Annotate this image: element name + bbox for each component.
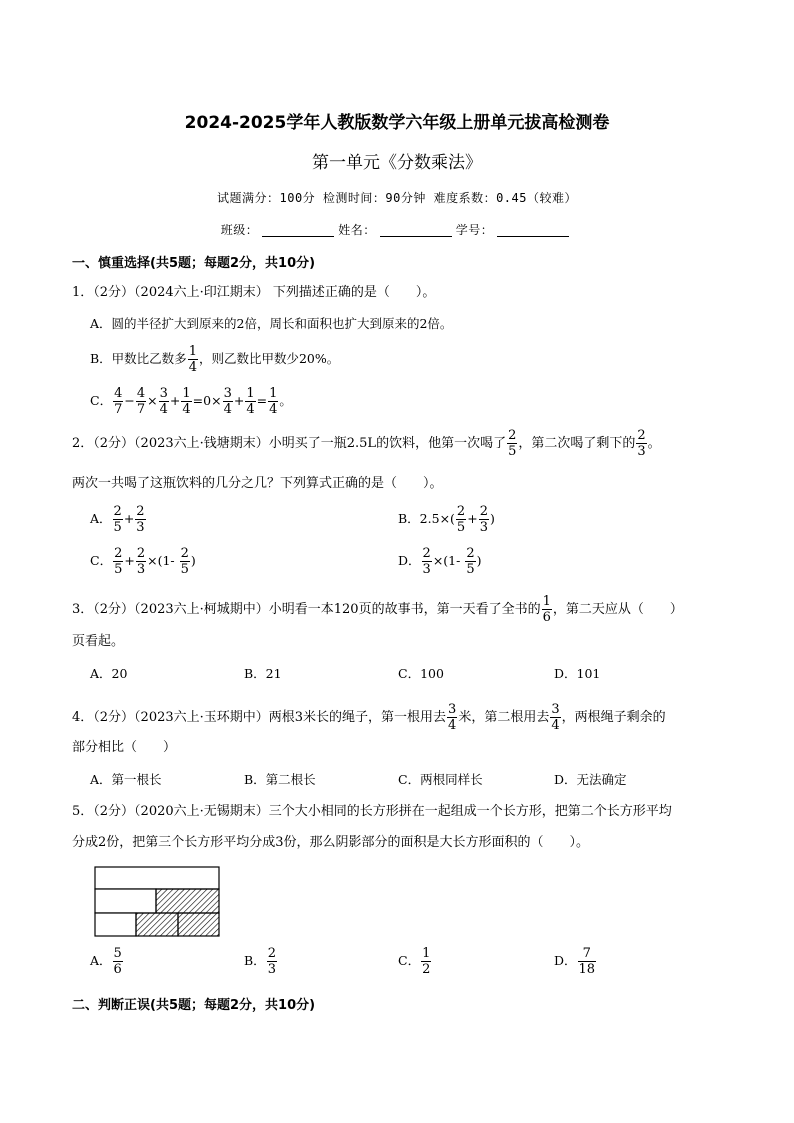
- op: ): [489, 511, 495, 526]
- fraction: $\frac{2}{3}$: [136, 546, 146, 577]
- option-label: B．: [244, 953, 266, 968]
- q3-option-b[interactable]: B．21: [244, 666, 282, 681]
- fraction: $\frac{2}{3}$: [637, 428, 646, 459]
- fraction: $\frac{2}{5}$: [508, 428, 517, 459]
- op: =0×: [192, 393, 222, 408]
- q1-b-text: B．甲数比乙数多: [90, 351, 187, 366]
- q2-text2: ，第二次喝了剩下的: [518, 436, 636, 451]
- op: =: [256, 393, 268, 408]
- q2-text3: 。: [647, 436, 661, 451]
- id-field[interactable]: [497, 224, 569, 237]
- fraction: $\frac{2}{5}$: [114, 546, 123, 577]
- q1-option-b[interactable]: [90, 344, 339, 375]
- q3-text2: ，第二天应从（ ）: [552, 602, 683, 617]
- section2-heading: 二、判断正误(共5题；每题2分，共10分): [72, 998, 316, 1013]
- q5-option-a[interactable]: [90, 946, 124, 977]
- option-label: A．: [90, 953, 112, 968]
- op: +: [233, 393, 245, 408]
- q2-stem: [72, 428, 661, 459]
- exam-meta: 试题满分：100分 检测时间：90分钟 难度系数：0.45（较难）: [217, 191, 577, 205]
- q3-option-c[interactable]: C．100: [398, 666, 444, 681]
- q4-option-c[interactable]: C．两根同样长: [398, 772, 483, 787]
- option-label: C．: [398, 953, 421, 968]
- q1-stem: 1．（2分）（2024六上·印江期末） 下列描述正确的是（ ）。: [72, 285, 436, 300]
- option-label: C．: [90, 393, 113, 408]
- op: ): [190, 553, 196, 568]
- fraction: $\frac{3}{4}$: [223, 386, 232, 417]
- fraction: $\frac{7}{18}$: [578, 946, 596, 977]
- q3-stem: [72, 594, 683, 625]
- fraction: $\frac{1}{4}$: [182, 386, 191, 417]
- q5-stem: 5．（2分）（2020六上·无锡期末）三个大小相同的长方形拼在一起组成一个长方形，把第二个长方形平均: [72, 804, 672, 819]
- q1-b-text2: ，则乙数比甲数少20%。: [198, 351, 340, 366]
- op: +: [124, 553, 135, 568]
- name-field[interactable]: [380, 224, 452, 237]
- q1-option-a[interactable]: A．圆的半径扩大到原来的2倍，周长和面积也扩大到原来的2倍。: [90, 316, 453, 331]
- fraction: $\frac{2}{5}$: [180, 546, 189, 577]
- fraction: $\frac{2}{3}$: [479, 504, 488, 535]
- fraction: $\frac{1}{4}$: [188, 344, 197, 375]
- q3-line2: 页看起。: [72, 634, 125, 649]
- op: ×: [147, 393, 158, 408]
- q3-text: 3．（2分）（2023六上·柯城期中）小明看一本120页的故事书，第一天看了全书的: [72, 602, 541, 617]
- student-info-row: [0, 221, 794, 238]
- fraction: $\frac{1}{2}$: [422, 946, 431, 977]
- fraction: $\frac{2}{3}$: [136, 504, 145, 535]
- q4-text2: 米，第二根用去: [458, 710, 550, 725]
- op: +: [467, 511, 478, 526]
- q4-text: 4．（2分）（2023六上·玉环期中）两根3米长的绳子，第一根用去: [72, 710, 447, 725]
- rectangles-figure: [94, 866, 220, 938]
- q2-line2: 两次一共喝了这瓶饮料的几分之几？下列算式正确的是（ ）。: [72, 476, 443, 491]
- page-subtitle: 第一单元《分数乘法》: [312, 153, 482, 173]
- q4-option-b[interactable]: B．第二根长: [244, 772, 316, 787]
- q2-option-b[interactable]: [398, 504, 495, 535]
- id-label: 学号：: [455, 223, 494, 237]
- option-label: B．2.5×(: [398, 511, 455, 526]
- q4-text3: ，两根绳子剩余的: [561, 710, 666, 725]
- fraction: $\frac{2}{5}$: [456, 504, 466, 535]
- q2-text: 2．（2分）（2023六上·钱塘期末）小明买了一瓶2.5L的饮料，他第一次喝了: [72, 436, 507, 451]
- q4-option-a[interactable]: A．第一根长: [90, 772, 162, 787]
- option-label: A．: [90, 511, 112, 526]
- q3-option-a[interactable]: A．20: [90, 666, 128, 681]
- fraction: $\frac{3}{4}$: [448, 702, 457, 733]
- q2-option-a[interactable]: [90, 504, 147, 535]
- fraction: $\frac{2}{5}$: [113, 504, 122, 535]
- q2-option-d[interactable]: [398, 546, 482, 577]
- q5-option-d[interactable]: [554, 946, 597, 977]
- q4-line2: 部分相比（ ）: [72, 740, 177, 755]
- op: +: [169, 393, 181, 408]
- fraction: $\frac{3}{4}$: [159, 386, 168, 417]
- q4-stem: [72, 702, 666, 733]
- class-field[interactable]: [262, 224, 334, 237]
- q3-option-d[interactable]: D．101: [554, 666, 601, 681]
- op: 。: [279, 393, 292, 408]
- fraction: $\frac{5}{6}$: [113, 946, 122, 977]
- fraction: $\frac{2}{3}$: [267, 946, 276, 977]
- fraction: $\frac{2}{3}$: [422, 546, 431, 577]
- op: +: [123, 511, 135, 526]
- op: ): [476, 553, 482, 568]
- op: ×(1-: [432, 553, 461, 568]
- section1-heading: 一、慎重选择(共5题；每题2分，共10分): [72, 256, 316, 271]
- fraction: $\frac{1}{4}$: [269, 386, 278, 417]
- op: −: [124, 393, 135, 408]
- fraction: $\frac{4}{7}$: [114, 386, 123, 417]
- option-label: D．: [398, 553, 421, 568]
- q1-option-c[interactable]: [90, 386, 292, 417]
- op: ×(1-: [147, 553, 175, 568]
- q5-option-b[interactable]: [244, 946, 278, 977]
- fraction: $\frac{4}{7}$: [136, 386, 146, 417]
- fraction: $\frac{2}{5}$: [466, 546, 475, 577]
- fraction: $\frac{1}{4}$: [246, 386, 255, 417]
- page-title: 2024-2025学年人教版数学六年级上册单元拔高检测卷: [184, 113, 610, 133]
- option-label: C．: [90, 553, 113, 568]
- fraction: $\frac{1}{6}$: [542, 594, 551, 625]
- option-label: D．: [554, 953, 577, 968]
- q5-option-c[interactable]: [398, 946, 432, 977]
- q5-line2: 分成2份，把第三个长方形平均分成3份，那么阴影部分的面积是大长方形面积的（ ）。: [72, 835, 590, 850]
- class-label: 班级：: [220, 223, 259, 237]
- fraction: $\frac{3}{4}$: [551, 702, 560, 733]
- q2-option-c[interactable]: [90, 546, 196, 577]
- q4-option-d[interactable]: D．无法确定: [554, 772, 627, 787]
- name-label: 姓名：: [338, 223, 376, 237]
